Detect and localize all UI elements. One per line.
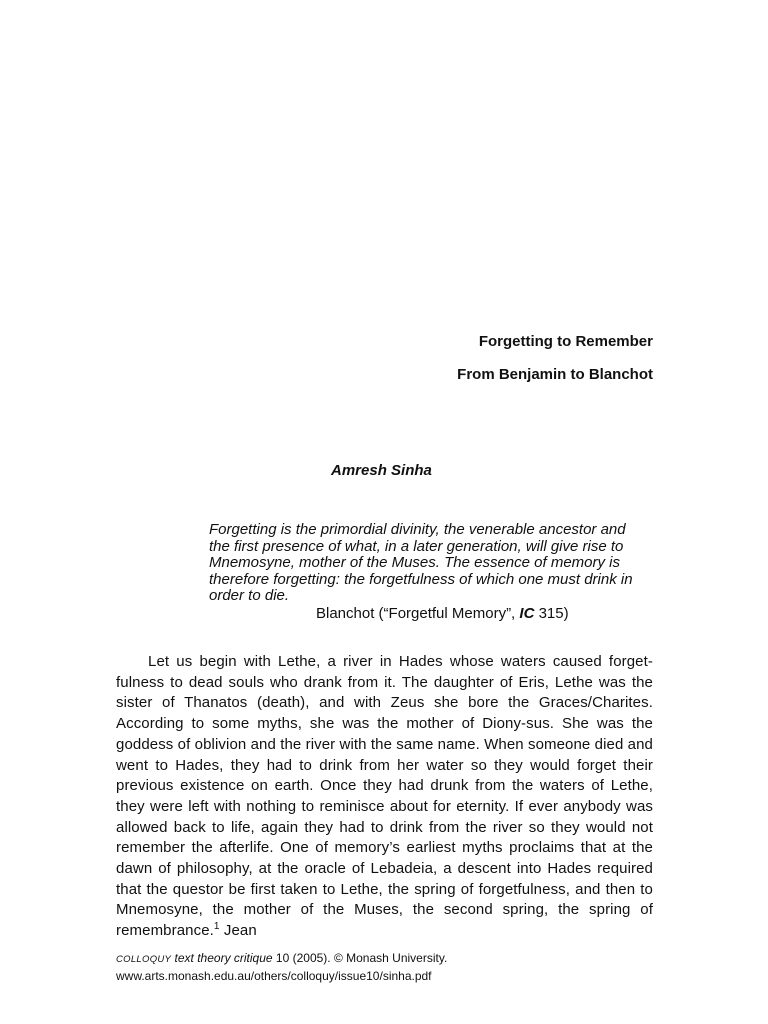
footnote-reference[interactable]: 1 bbox=[213, 921, 220, 933]
attribution-prefix: Blanchot (“Forgetful Memory”, bbox=[316, 605, 520, 622]
body-paragraph-text: Let us begin with Lethe, a river in Hades whose waters caused forget-fulness to dead souls who drank from it. The daughter of Eris, Lethe was the sister of Thanatos (death), and with Zeus she bore the Graces/Charites. According to some myths, she was the mother of Diony-sus. She was the goddess of oblivion and the river with the same name. When someone died and went to Hades, they had to drink from her water so they would forget their previous existence on earth. Once they had drunk from the waters of Lethe, they were left with nothing to reminisce about for eternity. If ever anybody was allowed back to life, again they had to drink from the river so they would not remember the afterlife. One of memory’s earliest myths proclaims that at the dawn of philosophy, at the oracle of Lebadeia, a descent into Hades required that the questor be first taken to Lethe, the spring of forgetfulness, and then to Mnemosyne, the mother of the Muses, the second spring, the spring of remembrance. bbox=[116, 653, 653, 940]
footer-citation bbox=[116, 950, 447, 968]
attribution-suffix: 315) bbox=[534, 605, 569, 622]
footer-journal bbox=[116, 951, 273, 965]
footer-issue: 10 (2005). © Monash University. bbox=[272, 951, 448, 965]
author-name: Amresh Sinha bbox=[331, 462, 432, 479]
page-footer bbox=[116, 950, 447, 984]
body-continuation: Jean bbox=[219, 922, 257, 940]
footer-journal-name: COLLOQUY bbox=[116, 954, 172, 965]
article-title: Forgetting to Remember bbox=[478, 333, 653, 350]
body-paragraph bbox=[116, 652, 653, 942]
article-subtitle: From Benjamin to Blanchot bbox=[457, 366, 653, 383]
attribution-work: IC bbox=[519, 605, 535, 622]
epigraph-quote: Forgetting is the primordial divinity, the venerable ancestor and the first presence of what, in a later generation, will give rise to Mnemosyne, mother of the Muses. The essence of memory is therefore forgetting: the forgetfulness of which one must drink in order to die. bbox=[209, 521, 633, 604]
footer-journal-rest: text theory critique bbox=[171, 951, 273, 965]
footer-url[interactable]: www.arts.monash.edu.au/others/colloquy/issue10/sinha.pdf bbox=[116, 969, 432, 983]
epigraph-attribution bbox=[316, 605, 569, 622]
